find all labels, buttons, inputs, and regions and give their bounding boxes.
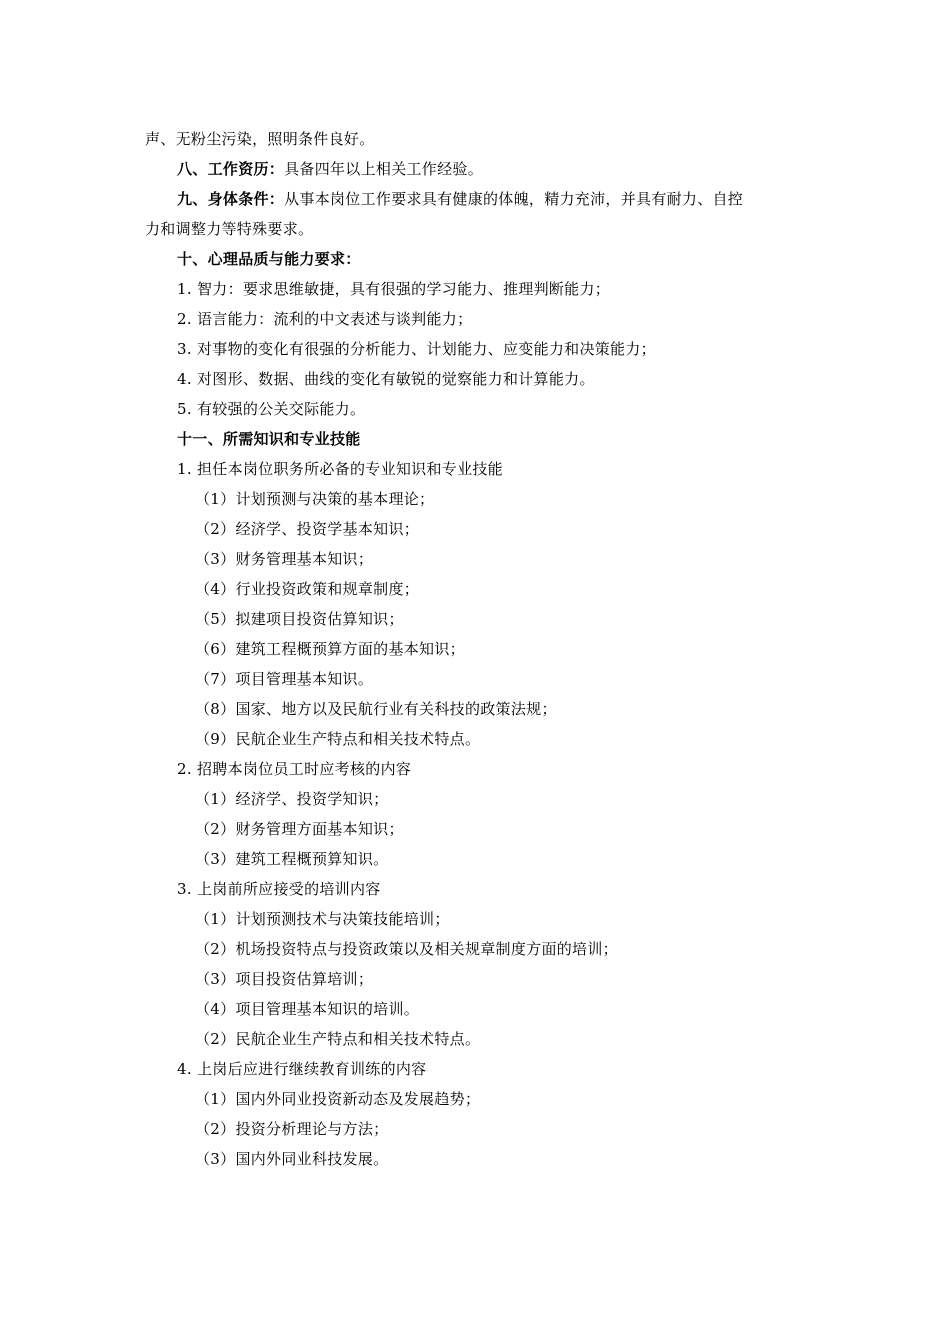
list-item: （2）投资分析理论与方法； (195, 1120, 389, 1138)
list-item: （1）计划预测与决策的基本理论； (195, 490, 435, 508)
list-item: （3）项目投资估算培训； (195, 970, 374, 988)
list-item: 3. 对事物的变化有很强的分析能力、计划能力、应变能力和决策能力； (177, 340, 656, 358)
paragraph-continuation: 声、无粉尘污染，照明条件良好。 (145, 130, 375, 148)
section-physical-condition (177, 188, 743, 210)
list-item: （2）机场投资特点与投资政策以及相关规章制度方面的培训； (195, 940, 618, 958)
list-item: （1）计划预测技术与决策技能培训； (195, 910, 450, 928)
list-item: （3）财务管理基本知识； (195, 550, 374, 568)
list-item: 2. 语言能力：流利的中文表述与谈判能力； (177, 310, 473, 328)
list-item: 5. 有较强的公关交际能力。 (177, 400, 366, 418)
subsection-title: 3. 上岗前所应接受的培训内容 (177, 880, 381, 898)
list-item: （1）国内外同业投资新动态及发展趋势； (195, 1090, 481, 1108)
list-item: （6）建筑工程概预算方面的基本知识； (195, 640, 465, 658)
list-item: （3）国内外同业科技发展。 (195, 1150, 389, 1168)
list-item: （1）经济学、投资学知识； (195, 790, 389, 808)
list-item: 4. 对图形、数据、曲线的变化有敏锐的觉察能力和计算能力。 (177, 370, 595, 388)
section-text-continuation: 力和调整力等特殊要求。 (145, 220, 314, 238)
list-item: （2）财务管理方面基本知识； (195, 820, 404, 838)
list-item: （2）经济学、投资学基本知识； (195, 520, 420, 538)
section-heading-knowledge: 十一、所需知识和专业技能 (177, 430, 361, 448)
list-item: （4）项目管理基本知识的培训。 (195, 1000, 420, 1018)
list-item: （4）行业投资政策和规章制度； (195, 580, 420, 598)
subsection-title: 2. 招聘本岗位员工时应考核的内容 (177, 760, 412, 778)
list-item: （9）民航企业生产特点和相关技术特点。 (195, 730, 481, 748)
section-work-experience (177, 158, 483, 180)
subsection-title: 4. 上岗后应进行继续教育训练的内容 (177, 1060, 427, 1078)
section-heading: 八、工作资历： (177, 160, 285, 178)
section-text: 从事本岗位工作要求具有健康的体魄，精力充沛，并具有耐力、自控 (284, 190, 744, 208)
section-text: 具备四年以上相关工作经验。 (284, 160, 484, 178)
section-heading-psychology: 十、心理品质与能力要求： (177, 250, 361, 268)
list-item: （2）民航企业生产特点和相关技术特点。 (195, 1030, 481, 1048)
list-item: （8）国家、地方以及民航行业有关科技的政策法规； (195, 700, 557, 718)
list-item: （5）拟建项目投资估算知识； (195, 610, 404, 628)
list-item: （7）项目管理基本知识。 (195, 670, 374, 688)
section-heading: 九、身体条件： (177, 190, 285, 208)
subsection-title: 1. 担任本岗位职务所必备的专业知识和专业技能 (177, 460, 503, 478)
list-item: （3）建筑工程概预算知识。 (195, 850, 389, 868)
list-item: 1. 智力：要求思维敏捷，具有很强的学习能力、推理判断能力； (177, 280, 611, 298)
